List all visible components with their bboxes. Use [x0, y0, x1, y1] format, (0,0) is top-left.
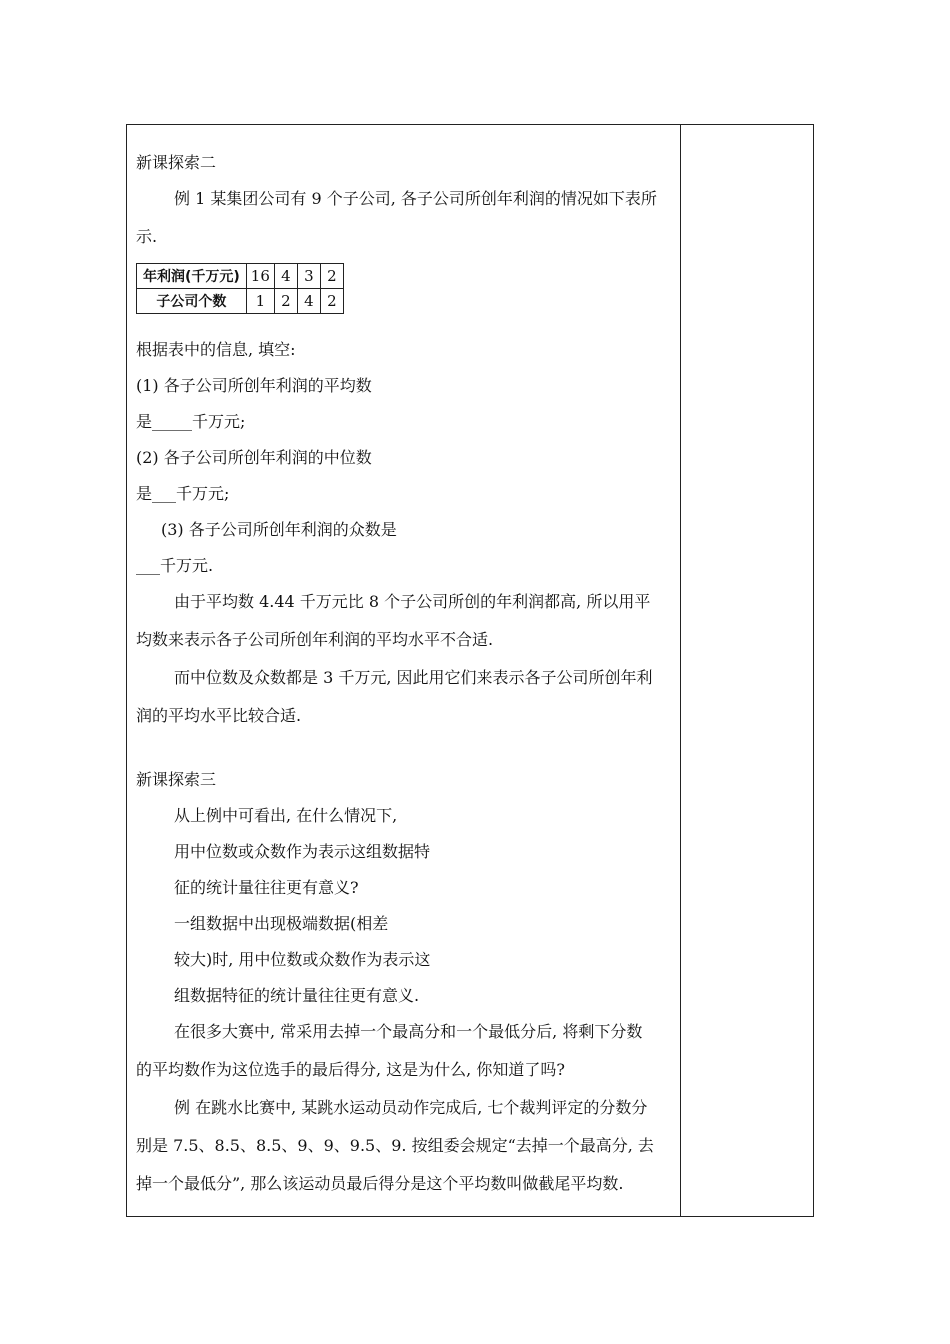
question1-text: (1) 各子公司所创年利润的平均数 [136, 376, 372, 395]
table-row [137, 264, 344, 289]
column-divider [680, 125, 681, 1216]
example1-line1: 例 1 某集团公司有 9 个子公司, 各子公司所创年利润的情况如下表所 [174, 189, 657, 208]
table-cell: 4 [274, 264, 297, 289]
table-cell: 2 [320, 264, 343, 289]
table-row-label: 子公司个数 [137, 289, 247, 314]
paragraph3-line2: 的平均数作为这位选手的最后得分, 这是为什么, 你知道了吗? [136, 1060, 565, 1079]
section3-line2: 用中位数或众数作为表示这组数据特 [174, 842, 431, 861]
section3-line4: 一组数据中出现极端数据(相差 [174, 914, 389, 933]
section3-heading: 新课探索三 [136, 770, 217, 789]
section3-line5: 较大)时, 用中位数或众数作为表示这 [174, 950, 431, 969]
section2-heading: 新课探索二 [136, 153, 217, 172]
example2-line3: 掉一个最低分”, 那么该运动员最后得分是这个平均数叫做截尾平均数. [136, 1174, 624, 1193]
example2-line2: 别是 7.5、8.5、8.5、9、9、9.5、9. 按组委会规定“去掉一个最高分, 去 [136, 1136, 654, 1155]
example2-line1: 例 在跳水比赛中, 某跳水运动员动作完成后, 七个裁判评定的分数分 [174, 1098, 648, 1117]
paragraph3-line1: 在很多大赛中, 常采用去掉一个最高分和一个最低分后, 将剩下分数 [174, 1022, 643, 1041]
prompt-text: 根据表中的信息, 填空: [136, 340, 296, 359]
question2-text: (2) 各子公司所创年利润的中位数 [136, 448, 372, 467]
paragraph1-line1: 由于平均数 4.44 千万元比 8 个子公司所创的年利润都高, 所以用平 [174, 592, 651, 611]
table-cell: 3 [297, 264, 320, 289]
table-cell: 2 [320, 289, 343, 314]
table-row [137, 289, 344, 314]
table-row-label: 年利润(千万元) [137, 264, 247, 289]
question2-blank: 是___千万元; [136, 484, 230, 503]
lesson-frame [126, 124, 814, 1217]
question3-blank: ___千万元. [136, 556, 214, 575]
table-cell: 2 [274, 289, 297, 314]
question3-text: (3) 各子公司所创年利润的众数是 [161, 520, 397, 539]
paragraph1-line2: 均数来表示各子公司所创年利润的平均水平不合适. [136, 630, 494, 649]
section3-line1: 从上例中可看出, 在什么情况下, [174, 806, 398, 825]
table-cell: 1 [246, 289, 274, 314]
section3-line3: 征的统计量往往更有意义? [174, 878, 359, 897]
table-cell: 16 [246, 264, 274, 289]
question1-blank: 是_____千万元; [136, 412, 246, 431]
example1-line2: 示. [136, 227, 158, 246]
paragraph2-line2: 润的平均水平比较合适. [136, 706, 302, 725]
section3-line6: 组数据特征的统计量往往更有意义. [174, 986, 420, 1005]
paragraph2-line1: 而中位数及众数都是 3 千万元, 因此用它们来表示各子公司所创年利 [174, 668, 653, 687]
table-cell: 4 [297, 289, 320, 314]
profit-table [136, 263, 344, 314]
